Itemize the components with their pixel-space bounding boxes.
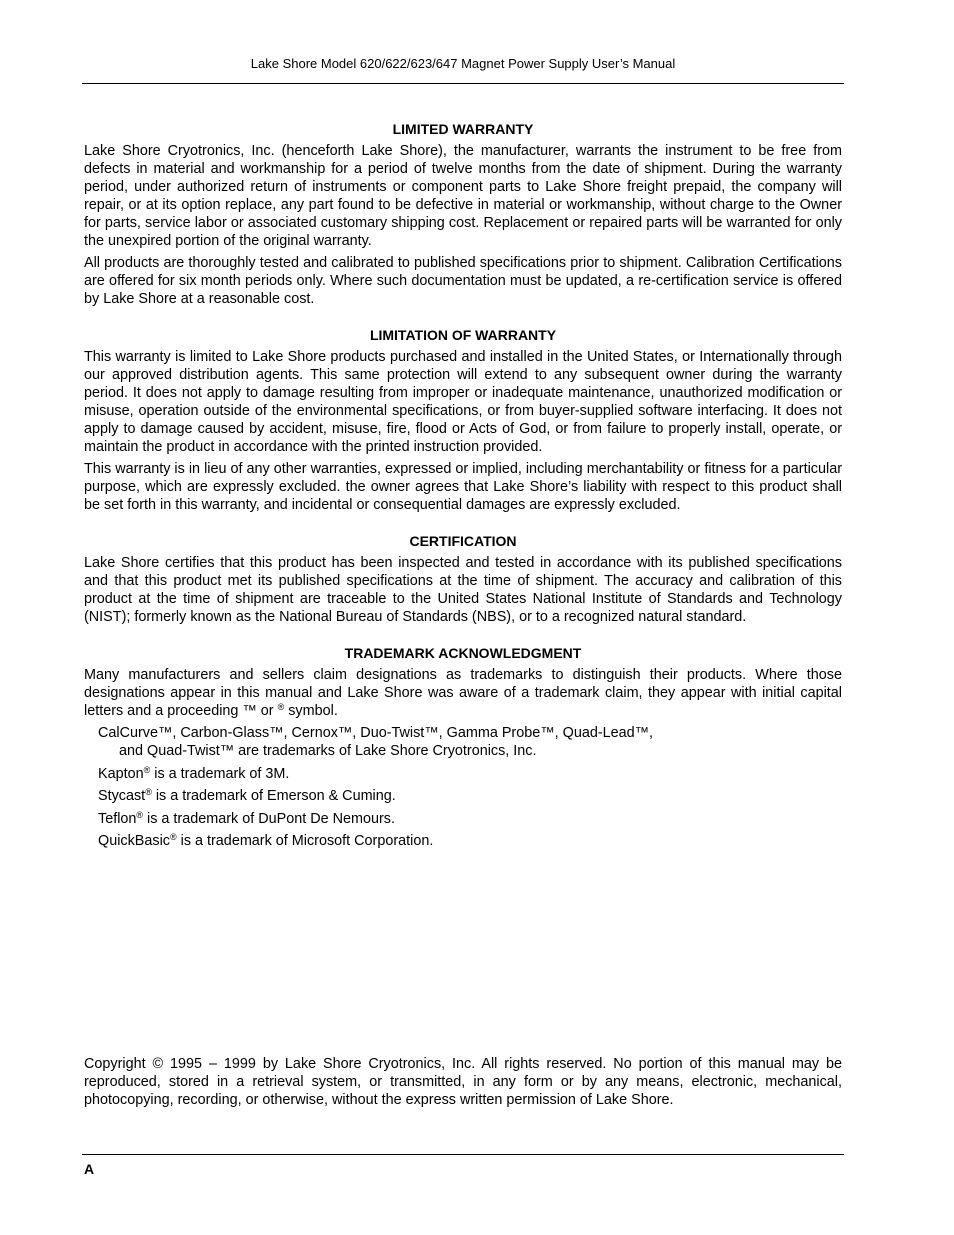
registered-mark: ®	[169, 832, 177, 842]
paragraph: This warranty is in lieu of any other warranties, expressed or implied, including merchantability or fitness for a particular purpose, which are expressly excluded. the owner agrees that Lake Shore’s liability with respect to this product shall be set forth in this warranty, and incidental or consequential damages are expressly excluded.	[84, 461, 842, 513]
text-run: is a trademark of Microsoft Corporation.	[176, 833, 434, 849]
section-heading: TRADEMARK ACKNOWLEDGMENT	[344, 645, 582, 661]
header-divider	[82, 83, 844, 84]
section-heading: CERTIFICATION	[409, 533, 517, 549]
section-limited-warranty	[84, 120, 842, 308]
list-item	[98, 832, 842, 850]
section-heading: LIMITED WARRANTY	[392, 121, 534, 137]
document-body	[84, 120, 842, 868]
list-item	[98, 787, 842, 805]
text-run: Many manufacturers and sellers claim designations as trademarks to distinguish their products. Where those designations appear in this manual and Lake Shore was aware of a trademark claim, they appear with initial capital letters and a proceeding ™ or	[84, 667, 842, 719]
text-run: symbol.	[284, 703, 338, 719]
text-run: is a trademark of Emerson & Cuming.	[151, 788, 396, 804]
trademark-name: QuickBasic	[98, 833, 170, 849]
paragraph	[84, 666, 842, 720]
copyright-notice: Copyright © 1995 – 1999 by Lake Shore Cryotronics, Inc. All rights reserved. No portion of this manual may be reproduced, stored in a retrieval system, or transmitted, in any form or by any means, electronic, mechanical, photocopying, recording, or otherwise, without the express written permission of Lake Shore.	[84, 1056, 842, 1108]
registered-mark: ®	[136, 809, 144, 820]
section-certification	[84, 532, 842, 626]
registered-mark: ®	[277, 702, 285, 712]
registered-mark: ®	[145, 787, 152, 797]
list-item	[98, 810, 842, 828]
trademark-name: Teflon	[98, 810, 137, 827]
trademark-name: Kapton	[98, 765, 144, 782]
text-run: CalCurve™, Carbon-Glass™, Cernox™, Duo-Twist™, Gamma Probe™, Quad-Lead™,	[98, 725, 654, 741]
trademark-name: Stycast	[98, 788, 146, 804]
section-heading: LIMITATION OF WARRANTY	[369, 327, 557, 343]
section-trademark-acknowledgment	[84, 644, 842, 850]
trademark-list	[98, 724, 842, 850]
footer-divider	[82, 1154, 844, 1155]
list-item	[98, 765, 842, 783]
list-item	[98, 724, 842, 760]
paragraph: Lake Shore certifies that this product has been inspected and tested in accordance with its published specifications and that this product met its published specifications at the time of shipment. The accuracy and calibration of this product at the time of shipment are traceable to the United States National Institute of Standards and Technology (NIST); formerly known as the National Bureau of Standards (NBS), or to a recognized natural standard.	[84, 555, 842, 625]
text-run: and Quad-Twist™ are trademarks of Lake Shore Cryotronics, Inc.	[119, 743, 537, 759]
paragraph: Lake Shore Cryotronics, Inc. (henceforth Lake Shore), the manufacturer, warrants the instrument to be free from defects in material and workmanship for a period of twelve months from the date of shipment. During the warranty period, under authorized return of instruments or component parts to Lake Shore freight prepaid, the company will repair, or at its option replace, any part found to be defective in material or workmanship, without charge to the Owner for parts, service labor or associated customary shipping cost. Replacement or repaired parts will be warranted for only the unexpired portion of the original warranty.	[84, 143, 842, 249]
registered-mark: ®	[143, 764, 151, 775]
page-header: Lake Shore Model 620/622/623/647 Magnet Power Supply User’s Manual	[250, 56, 676, 71]
text-run: is a trademark of DuPont De Nemours.	[143, 810, 395, 827]
section-limitation-of-warranty	[84, 326, 842, 514]
paragraph: This warranty is limited to Lake Shore products purchased and installed in the United States, or Internationally through our approved distribution agents. This same protection will extend to any subsequent owner during the warranty period. It does not apply to damage resulting from improper or inadequate maintenance, unauthorized modification or misuse, operation outside of the environmental specifications, or from buyer-supplied software interfacing. It does not apply to damage caused by accident, misuse, fire, flood or Acts of God, or from failure to properly install, operate, or maintain the product in accordance with the printed instruction provided.	[84, 349, 842, 455]
text-run: is a trademark of 3M.	[150, 765, 290, 782]
paragraph: All products are thoroughly tested and calibrated to published specifications prior to shipment. Calibration Certifications are offered for six month periods only. Where such documentation must be updated, a re-certification service is offered by Lake Shore at a reasonable cost.	[84, 255, 842, 307]
page-number: A	[84, 1161, 95, 1177]
